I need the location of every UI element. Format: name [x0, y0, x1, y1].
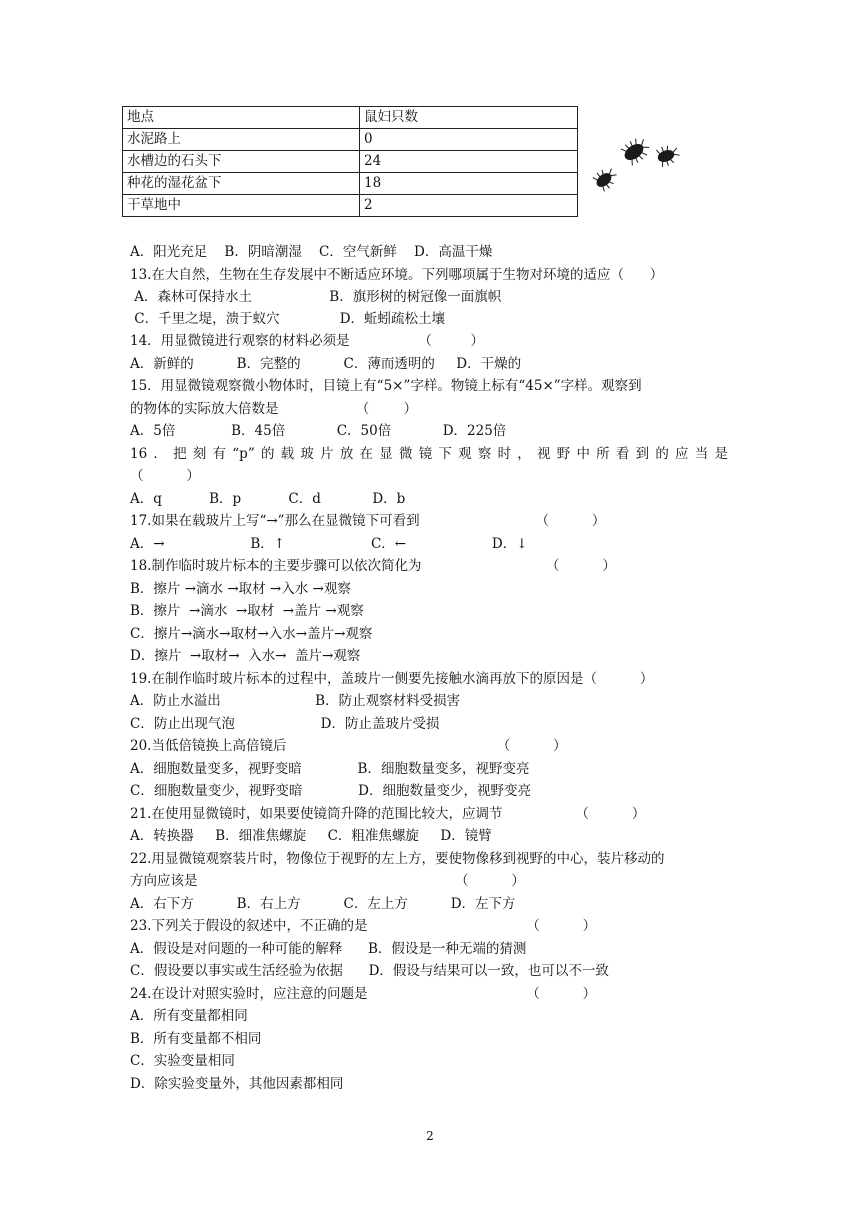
q21-options: A．转换器 B．细准焦螺旋 C．粗准焦螺旋 D．镜臂: [130, 828, 492, 844]
table-cell-location: 种花的湿花盆下: [123, 173, 360, 195]
q22-options: A．右下方 B．右上方 C．左上方 D．左下方: [130, 896, 516, 912]
q14-options: A．新鲜的 B．完整的 C．薄而透明的 D．干燥的: [130, 356, 522, 372]
q24-option-b: B．所有变量都不相同: [130, 1031, 262, 1047]
q16-stem-cont: （ ）: [130, 468, 200, 484]
q23-options-cd: C．假设要以事实或生活经验为依据 D．假设与结果可以一致，也可以不一致: [130, 963, 609, 979]
woodlouse-illustration: [590, 136, 690, 196]
table-cell-count: 0: [360, 129, 578, 151]
q18-stem: 18.制作临时玻片标本的主要步骤可以依次简化为 （ ）: [130, 558, 616, 574]
q18-option-d: D．擦片 →取材→ 入水→ 盖片→观察: [130, 648, 361, 664]
q20-options-ab: A．细胞数量变多，视野变暗 B．细胞数量变多，视野变亮: [130, 761, 530, 777]
table-row: [123, 195, 578, 217]
table-header-cell: 鼠妇只数: [360, 107, 578, 129]
table-header-row: [123, 107, 578, 129]
q24-option-a: A．所有变量都相同: [130, 1008, 248, 1024]
q15-stem-cont: 的物体的实际放大倍数是 （ ）: [130, 401, 418, 417]
woodlouse-survey-table: [122, 106, 578, 217]
q12-options: A．阳光充足 B．阴暗潮湿 C．空气新鲜 D．高温干燥: [130, 244, 493, 260]
q23-options-ab: A．假设是对问题的一种可能的解释 B．假设是一种无端的猜测: [130, 941, 527, 957]
table-row: [123, 129, 578, 151]
q24-option-c: C．实验变量相同: [130, 1053, 235, 1069]
table-cell-location: 水泥路上: [123, 129, 360, 151]
q15-stem: 15．用显微镜观察微小物体时，目镜上有“5×”字样。物镜上标有“45×”字样。观察到: [130, 378, 642, 394]
q17-stem: 17.如果在载玻片上写“→”那么在显微镜下可看到 （ ）: [130, 513, 606, 529]
q17-options: A．→ B．↑ C．← D．↓: [130, 536, 528, 552]
q13-options-ab: A．森林可保持水土 B．旗形树的树冠像一面旗帜: [130, 289, 502, 305]
q18-option-c: C．擦片→滴水→取材→入水→盖片→观察: [130, 626, 373, 642]
q22-stem: 22.用显微镜观察装片时，物像位于视野的左上方，要使物像移到视野的中心，装片移动的: [130, 851, 665, 867]
q21-stem: 21.在使用显微镜时，如果要使镜筒升降的范围比较大，应调节 （ ）: [130, 806, 646, 822]
q24-stem: 24.在设计对照实验时，应注意的问题是 （ ）: [130, 986, 597, 1002]
q23-stem: 23.下列关于假设的叙述中，不正确的是 （ ）: [130, 918, 597, 934]
q24-option-d: D．除实验变量外，其他因素都相同: [130, 1076, 344, 1092]
q18-option-b: B．擦片 →滴水 →取材 →盖片 →观察: [130, 603, 364, 619]
q13-options-cd: C．千里之堤，溃于蚁穴 D．蚯蚓疏松土壤: [130, 311, 446, 327]
page-number: 2: [426, 1129, 434, 1143]
q19-options-cd: C．防止出现气泡 D．防止盖玻片受损: [130, 716, 440, 732]
q13-stem: 13.在大自然，生物在生存发展中不断适应环境。下列哪项属于生物对环境的适应（ ）: [130, 267, 664, 283]
q16-stem: 16．把刻有“p”的载玻片放在显微镜下观察时，视野中所看到的应当是: [130, 446, 728, 462]
table-cell-location: 水槽边的石头下: [123, 151, 360, 173]
woodlouse-icon: [619, 136, 652, 167]
q18-option-a: B．擦片 →滴水 →取材 →入水 →观察: [130, 581, 351, 597]
table-header-cell: 地点: [123, 107, 360, 129]
table-cell-location: 干草地中: [123, 195, 360, 217]
q20-stem: 20.当低倍镜换上高倍镜后 （ ）: [130, 738, 567, 754]
q20-options-cd: C．细胞数量变少，视野变暗 D．细胞数量变少，视野变亮: [130, 783, 531, 799]
q16-options: A．q B．p C．d D．b: [130, 491, 406, 507]
table-row: [123, 173, 578, 195]
q19-stem: 19.在制作临时玻片标本的过程中，盖玻片一侧要先接触水滴再放下的原因是（ ）: [130, 671, 654, 687]
woodlouse-icon: [655, 142, 682, 168]
table-cell-count: 18: [360, 173, 578, 195]
table-cell-count: 2: [360, 195, 578, 217]
table-row: [123, 151, 578, 173]
q22-stem-cont: 方向应该是 （ ）: [130, 873, 525, 889]
table-cell-count: 24: [360, 151, 578, 173]
woodlouse-icon: [591, 164, 620, 193]
q19-options-ab: A．防止水溢出 B．防止观察材料受损害: [130, 693, 461, 709]
q15-options: A．5倍 B．45倍 C．50倍 D．225倍: [130, 423, 507, 439]
q14-stem: 14．用显微镜进行观察的材料必须是 （ ）: [130, 333, 484, 349]
